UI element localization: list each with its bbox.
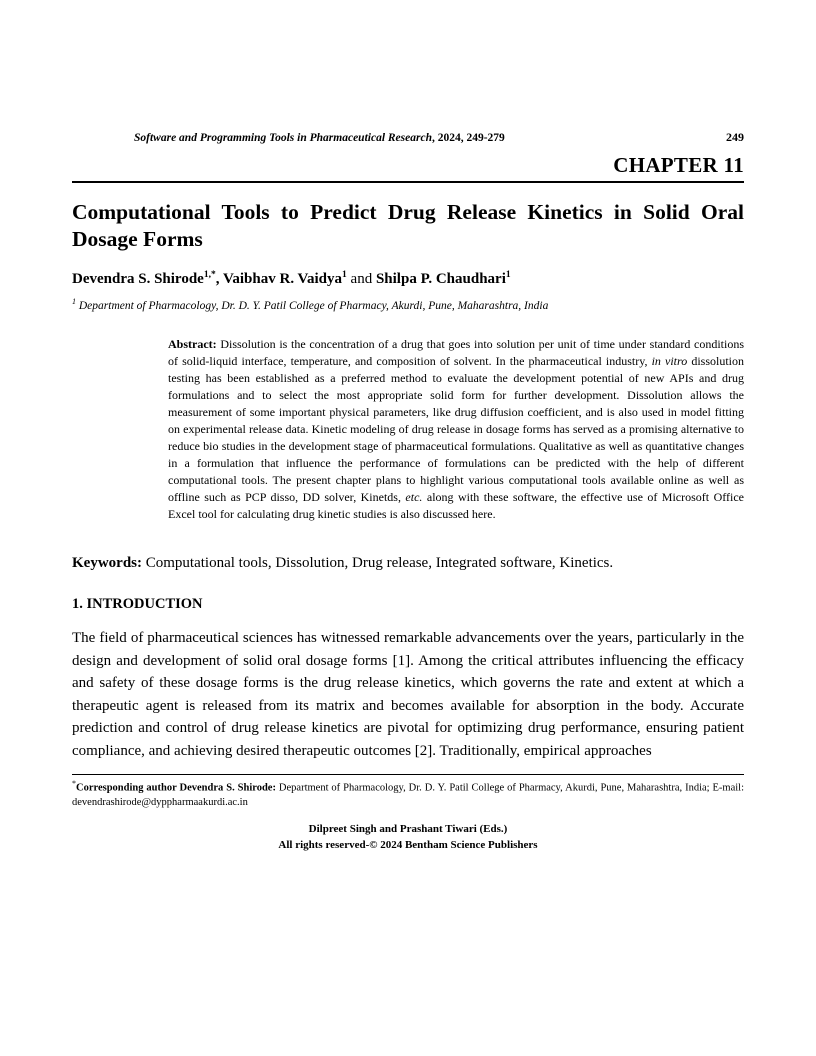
running-head-page-number: 249 [726,130,744,144]
page-title: Computational Tools to Predict Drug Release Kinetics in Solid Oral Dosage Forms [72,200,744,252]
footnote-corresponding-author [72,779,744,810]
abstract-label: Abstract: [168,337,217,351]
running-head [72,130,744,145]
colophon [72,822,744,854]
keywords-label: Keywords: [72,555,142,572]
introduction-paragraph: The field of pharmaceutical sciences has witnessed remarkable advancements over the years, particularly in the design and development of solid oral dosage forms [1]. Among the critical attributes influencing the efficacy and safety of these dosage forms is the drug release kinetics, which governs the rate and extent at which a therapeutic agent is released from its matrix and becomes available for absorption in the body. Accurate prediction and control of drug release kinetics are pivotal for optimizing drug performance, ensuring patient compliance, and achieving desired therapeutic outcomes [2]. Traditionally, empirical approaches [72,630,744,759]
abstract [168,336,744,523]
author-1-marker: 1,* [203,270,216,281]
running-head-title [134,132,505,144]
author-2-marker: 1 [342,270,347,281]
chapter-number-band: CHAPTER 11 [72,153,744,183]
footnote-rest: Department of Pharmacology, Dr. D. Y. Patil College of Pharmacy, Akurdi, Pune, Maharashtra, India; E-mail: devendrashirode@dyppharmaakurdi.ac.in [72,782,744,808]
footnote-marker: * [72,779,76,789]
author-conjunction: and [350,271,373,288]
section-heading-introduction: 1. INTRODUCTION [72,596,203,613]
affiliation [72,297,744,314]
keywords [72,553,744,574]
running-head-book-meta: , 2024, 249-279 [431,132,505,144]
author-3: Shilpa P. Chaudhari$^1$ [375,270,511,288]
author-2: Vaibhav R. Vaidya$^1$ [222,270,347,288]
author-3-marker: 1 [505,270,511,281]
affiliation-marker: 1 [72,296,76,306]
author-list [72,269,744,290]
abstract-text: Dissolution is the concentration of a drug that goes into solution per unit of time under standard conditions of solid-liquid interface, temperature, and composition of solvent. In the pharmaceutical industry, in vitro dissolution testing has been established as a preferred method to evaluate the development potential of new APIs and drug formulations and to select the most appropriate solid form for further development. Dissolution allows the measurement of some important physical parameters, like drug diffusion coefficient, and is also used in model fitting on experimental release data. Kinetic modeling of drug release in dosage forms has served as a promising alternative to reduce bio studies in the development stage of pharmaceutical formulations. Qualitative as well as quantitative changes in a formulation that influence the performance of formulations can be predicted with the help of different computational tools. The present chapter plans to highlight various computational tools available online as well as offline such as PCP disso, DD solver, Kinetds, etc. along with these software, the effective use of Microsoft Office Excel tool for calculating drug kinetic studies is also discussed here. [168,337,744,522]
keywords-text: Computational tools, Dissolution, Drug release, Integrated software, Kinetics. [142,555,614,572]
affiliation-text: Department of Pharmacology, Dr. D. Y. Patil College of Pharmacy, Akurdi, Pune, Maharashtra, India [78,299,549,312]
colophon-rights: All rights reserved-© 2024 Bentham Science Publishers [278,838,538,851]
running-head-book-title: Software and Programming Tools in Pharmaceutical Research [134,132,432,144]
footnote-divider [72,774,744,775]
colophon-editors: Dilpreet Singh and Prashant Tiwari (Eds.) [308,822,508,835]
author-1: Devendra S. Shirode$^{1,*}$, [72,270,220,288]
footnote-bold-part: Corresponding author Devendra S. Shirode: [76,782,276,794]
